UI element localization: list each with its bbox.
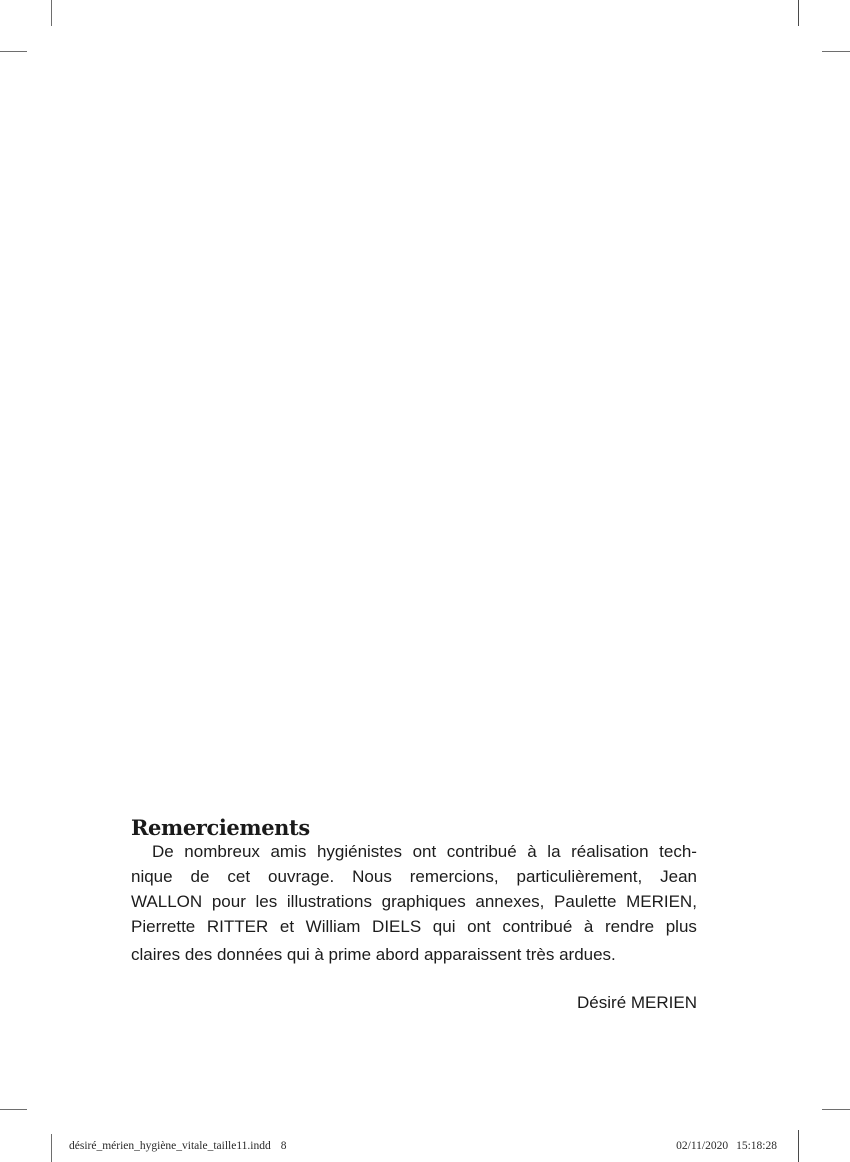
footer-date: 02/11/2020 — [676, 1140, 729, 1152]
paragraph-line: Pierrette RITTER et William DIELS qui ont contribué à rendre plus — [131, 917, 697, 936]
footer-slug-left — [69, 1140, 286, 1152]
crop-mark-top-left-vertical — [51, 0, 52, 26]
paragraph-line: claires des données qui à prime abord apparaissent très ardues. — [131, 945, 616, 964]
crop-mark-bottom-left-horizontal — [0, 1109, 27, 1110]
crop-mark-bottom-left-vertical — [51, 1134, 52, 1162]
crop-mark-top-right-horizontal — [822, 51, 850, 52]
crop-mark-top-right-vertical — [798, 0, 799, 26]
crop-mark-bottom-right-vertical — [798, 1130, 799, 1162]
paragraph-line: nique de cet ouvrage. Nous remercions, particulièrement, Jean — [131, 867, 697, 886]
section-heading: Remerciements — [131, 815, 310, 840]
acknowledgments-section — [131, 816, 697, 1015]
footer-slug-right — [676, 1140, 777, 1152]
author-signature: Désiré MERIEN — [577, 993, 697, 1012]
paragraph — [131, 842, 697, 967]
paragraph-line: De nombreux amis hygiénistes ont contribué à la réalisation tech- — [152, 842, 697, 861]
footer-time: 15:18:28 — [736, 1140, 777, 1152]
crop-mark-bottom-right-horizontal — [822, 1109, 850, 1110]
footer-filename: désiré_mérien_hygiène_vitale_taille11.indd — [69, 1140, 271, 1152]
paragraph-line: WALLON pour les illustrations graphiques annexes, Paulette MERIEN, — [131, 892, 697, 911]
crop-mark-top-left-horizontal — [0, 51, 27, 52]
footer-page-number: 8 — [280, 1140, 287, 1152]
